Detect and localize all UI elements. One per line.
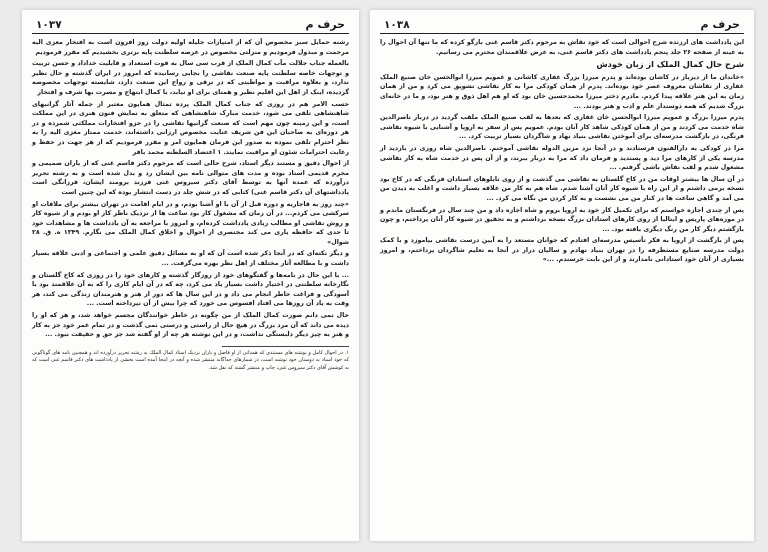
paragraph: و دیگر نکته‌ای که در آنجا ذکر شده است آن که او به مسائل دقیق علمی و اجتماعی و ادبی علاقه بسیار داشت و با مطالعه آثار مختلف از اهل نظر بهره می‌گرفت. ... [32, 250, 349, 268]
paragraph: در آن سال ها بیشتر اوقات من در کاخ گلستان به نقاشی می گذشت و از روی تابلوهای استادان فرنگی که در کاخ بود نسخه برمی داشتم و از این راه با شیوه کار آنان آشنا شدم. شاه هم به کار من علاقه بسیار داشت و اغلب به دیدن من می آمد و گاهی ساعت ها در کنار من می نشست و به کار کردن من نگاه می کرد. ... [380, 175, 744, 202]
footnote-divider [222, 346, 349, 347]
right-page [370, 10, 754, 541]
right-page-number: ۱۰۳۸ [384, 19, 410, 31]
section-heading: شرح حال کمال الملک از زبان خودش [596, 59, 744, 70]
left-page-number: ۱۰۳۷ [36, 19, 62, 31]
paragraph: پدرم میرزا بزرگ و عمویم میرزا ابوالحسن خان غفاری که بعدها به لقب صنیع الملک ملقب گردید در دربار ناصرالدین شاه خدمت می کردند و من از همان کودکی شاهد کار آنان بودم. عمویم پس از سفر به اروپا و آشنایی با شیوه نقاشی فرنگی، در بازگشت مدرسه‌ای برای آموختن نقاشی بنیاد نهاد و شاگردان بسیار تربیت کرد. ... [380, 114, 744, 141]
left-page [22, 10, 359, 541]
intro-paragraph: این یادداشت های ارزنده شرح احوالی است که خود نقاش به مرحوم دکتر قاسم غنی بازگو کرده که ما تنها آن احوال را به عینه از صفحه ۲۶ جلد پنجم یادداشت های دکتر قاسم غنی، به عرض علاقمندان محترم می رسانیم. [380, 39, 744, 56]
footnote: ۱. در احوال کامل و نوشته های مستندی که همدانی از او فاضل و یاران نزدیک استاد کمال الملک به رشته تحریر درآورده اند و همچنین نامه های گوناگونی که خود استاد به دوستان خود نوشته است، در شمارهای جداگانه منتشر شده و آنچه در اینجا آمده است بخشی از یادداشت های دکتر قاسم غنی است که به کوشش آقای دکتر سیروس غنی، چاپ و منتشر گشته که نقل شد. [32, 349, 349, 371]
paragraph: حال نمی دانم صورت کمال الملک از من چگونه در خاطر خوانندگان مجسم خواهد شد، و هر که او را دیده می داند که آن مرد بزرگ در هیچ حال از راستی و درستی نمی گذشت و در تمام عمر خود جز به کار و هنر به چیز دیگر دلبستگی نداشت، و در این نوشته هر چه از او گفته شد جز حق و حقیقت نبود. ... [32, 312, 349, 339]
right-page-body [380, 38, 744, 265]
right-page-header [380, 18, 744, 34]
right-page-title: حرف م [700, 18, 740, 31]
paragraph: از احوال دقیق و مستند دیگر استاد، شرح حالی است که مرحوم دکتر قاسم غنی که از یاران صمیمی و محرم قدیمی استاد بوده و مدت های متوالی نامه بین ایشان رد و بدل شده است و به رشته تحریر درآورده که عمده آنها به توسط آقای دکتر سیروس غنی فرزند برومند ایشان، فرزانگی است پادداشتهای آن دکتر قاسم غنی) کتابی که در شش جلد در دست انتشار بوده که این چنین است [32, 160, 349, 196]
left-page-body [32, 38, 349, 340]
paragraph: حسب الامر هم در روزی که جناب کمال الملک پرده تمثال همایون معتبر از جمله آثار گرانبهای شاهنشاهی تلقی می شود، خدمت مبارک شاهنشاهی که متعلق به نمایش فنون هنری در این مملکت است، و این زمینه چون مهم است که صنعت گرانبها نقاشی را در جزو افتخارات مملکتی شمرده و در هر دوره‌ای به صاحبان این فن شریف عنایت مخصوص ارزانی داشته‌اند، خدمت ممتاز معزی الیه را به نظر احترام تلقی نموده به صدور این فرمان همایون امر و مقرر فرمودیم که از هر جهت در حفظ و رعایت احترامات شئون او مراقبت نمایند. ۱ اعتضاد السلطنه محمد باقر [32, 100, 349, 156]
paragraph: رشته حمایل سبز مخصوص آن که از امتیازات جلیله اولیه دولت روز افزون است به افتخار معزی الیه مرحمت و مبذول فرمودیم و منزلتی مخصوص در عرصه سلطنت پایه برتری بخشیدیم که مقرر فرمودیم [32, 39, 349, 56]
paragraph: «چند روز به قاجاریه و دوره قبل از آن با او آشنا بودم، و در ایام اقامت در تهران بیشتر برای ملاقات او سرکشی می کردم... در آن زمان که مشغول کار بود ساعت ها از نزدیک ناظر کار او بودم و از شیوه کار و روش نقاشی او مطالب زیادی یادداشت کرده‌ام، و امروز با مراجعه به آن یادداشت ها و مشاهدات خود تا حدی که حافظه یاری می کند مختصری از احوال و اخلاق کمال الملک می نگارم. ۱۳۴۹ ه. ق. ۲۸ شوال» [32, 200, 349, 246]
paragraph: پس از چندی اجازه خواستم که برای تکمیل کار خود به اروپا بروم و شاه اجازه داد و من چند سال در فرنگستان ماندم و در موزه‌های پاریس و ایتالیا از روی کارهای استادان بزرگ نسخه برداشتم و به تحقیق در شیوه کار آنان پرداختم، و چون بازگشتم دیگر کار من رنگ دیگری یافته بود. ... [380, 206, 744, 233]
paragraph: پس از بازگشت از اروپا به فکر تأسیس مدرسه‌ای افتادم که جوانان مستعد را به آیین درست نقاشی بیاموزد و با کمک دولت مدرسه صنایع مستظرفه را در تهران بنیاد نهادم و سالیان دراز در آنجا به تعلیم شاگردان پرداختم، و امروز بسیاری از آنان خود استادانی نامدارند و از این بابت خرسندم. ...» [380, 237, 744, 264]
paragraph: «خاندان ما از دیرباز در کاشان بوده‌اند و پدرم میرزا بزرگ غفاری کاشانی و عمویم میرزا ابوالحسن خان صنیع الملک غفاری از نقاشان معروف عصر خود بوده‌اند. پدرم از همان کودکی مرا به کار نقاشی تشویق می کرد و من از همان زمان به این هنر علاقه پیدا کردم. مادرم دختر میرزا محمدحسین خان بود که او هم اهل ذوق و هنر بود، و ما در خانه‌ای بزرگ شدیم که همه دوستدار علم و ادب و هنر بودند. ... [380, 73, 744, 110]
paragraph: مرا در کودکی به دارالفنون فرستادند و در آنجا نزد مزین الدوله نقاشی آموختم. ناصرالدین شاه روزی در بازدید از مدرسه یکی از کارهای مرا دید و پسندید و فرمان داد که مرا به دربار ببرند، و از آن پس در خدمت شاه به کار نقاشی مشغول شدم و لقب نقاش باشی گرفتم. ... [380, 144, 744, 172]
paragraph: بالعمله جناب جلالت مآب کمال الملک از قرب سی سال به قوت استعداد و قابلیت خداداد و حسن تربیت و توجهات خاصه سلطنت پایه صنعت نقاشی را بجایی رسانیده که امروز در ایران گذشته و حال نظیر ندارد، و بعلاوه مراقبت و مواظبتی که در ترقی و رواج این صنعت دارد، شایسته توجهات مخصوصه گردیده، اینک از اهل این اقلیم نظیر و همتای برای او نیابد، با کمال ابتهاج و مسرت بها شرف و افتخار [32, 60, 349, 96]
paragraph: ... با این حال در نامه‌ها و گفتگوهای خود از روزگار گذشته و کارهای خود را در روزی که کاخ گلستان و نگارخانه سلطنتی در اختیار داشت بسیار یاد می کرد، چه که در آن ایام کاری را که به آن علاقمند بود با آسودگی و فراغت خاطر انجام می داد و در این سال ها که دور از هنر و هنرمندان زندگی می کند، هر وقت به یاد آن روزها می افتاد افسوس می خورد که چرا بیش از آن نپرداخته است. ... [32, 271, 349, 308]
left-page-title: حرف م [305, 18, 345, 31]
left-page-header [32, 18, 349, 34]
